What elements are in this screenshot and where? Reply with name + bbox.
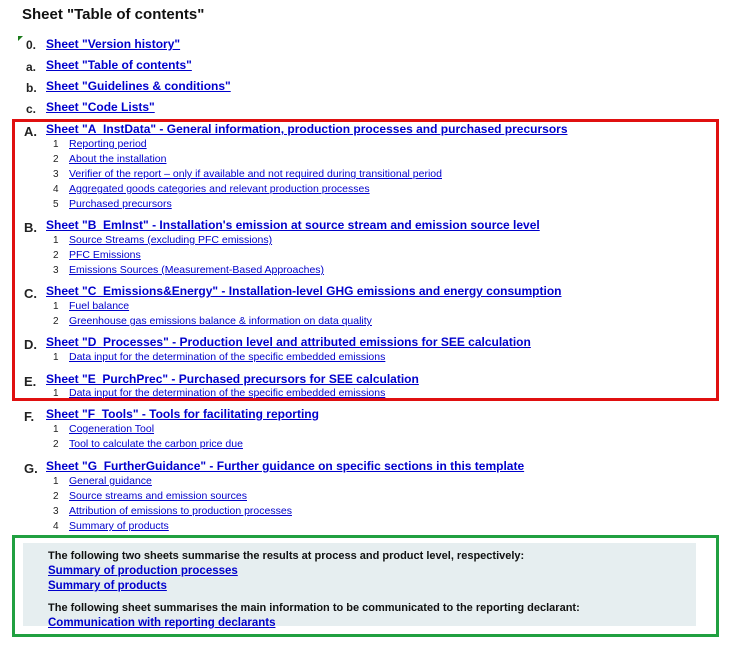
link-sheet-f-tools[interactable]: Sheet "F_Tools" - Tools for facilitating reporting <box>46 407 319 421</box>
sub-number: 3 <box>53 169 59 180</box>
link-sheet-d-processes[interactable]: Sheet "D_Processes" - Production level and attributed emissions for SEE calculation <box>46 335 531 349</box>
link-sheet-g-furtherguidance[interactable]: Sheet "G_FurtherGuidance" - Further guidance on specific sections in this template <box>46 459 525 473</box>
link-summary-products-guidance[interactable]: Summary of products <box>69 520 169 532</box>
link-d-data-input[interactable]: Data input for the determination of the specific embedded emissions <box>69 351 386 363</box>
link-code-lists[interactable]: Sheet "Code Lists" <box>46 100 155 114</box>
sub-number: 1 <box>53 139 59 150</box>
link-emissions-sources[interactable]: Emissions Sources (Measurement-Based Approaches) <box>69 264 325 276</box>
link-e-data-input[interactable]: Data input for the determination of the specific embedded emissions <box>69 387 386 399</box>
sub-number: 2 <box>53 491 59 502</box>
summary-declarant-text: The following sheet summarises the main information to be communicated to the reporting declarant: <box>48 602 580 614</box>
sub-number: 1 <box>53 388 59 399</box>
section-letter: A. <box>24 124 37 139</box>
link-general-guidance[interactable]: General guidance <box>69 475 152 487</box>
link-table-of-contents[interactable]: Sheet "Table of contents" <box>46 58 192 72</box>
link-fuel-balance[interactable]: Fuel balance <box>69 300 130 312</box>
sub-number: 3 <box>53 265 59 276</box>
link-attribution-emissions[interactable]: Attribution of emissions to production processes <box>69 505 292 517</box>
section-letter: F. <box>24 409 35 424</box>
page-title: Sheet "Table of contents" <box>22 6 205 23</box>
item-letter: c. <box>26 102 37 116</box>
sub-number: 3 <box>53 506 59 517</box>
sub-number: 2 <box>53 154 59 165</box>
section-letter: B. <box>24 220 37 235</box>
sub-number: 4 <box>53 184 59 195</box>
summary-intro-text: The following two sheets summarise the results at process and product level, respectively: <box>48 550 525 562</box>
sub-number: 1 <box>53 301 59 312</box>
link-pfc-emissions[interactable]: PFC Emissions <box>69 249 141 261</box>
link-carbon-price-tool[interactable]: Tool to calculate the carbon price due <box>69 438 243 450</box>
link-cogeneration-tool[interactable]: Cogeneration Tool <box>69 423 155 435</box>
sub-number: 2 <box>53 316 59 327</box>
sub-number: 1 <box>53 235 59 246</box>
link-guidelines-conditions[interactable]: Sheet "Guidelines & conditions" <box>46 79 231 93</box>
section-letter: G. <box>24 461 38 476</box>
sub-number: 1 <box>53 424 59 435</box>
summary-panel <box>23 543 696 629</box>
link-purchased-precursors[interactable]: Purchased precursors <box>69 198 172 210</box>
sub-number: 2 <box>53 250 59 261</box>
comment-marker-icon <box>18 36 23 41</box>
link-verifier-report[interactable]: Verifier of the report – only if available and not required during transitional period <box>69 168 442 180</box>
link-version-history[interactable]: Sheet "Version history" <box>46 37 181 51</box>
section-letter: D. <box>24 337 37 352</box>
sub-number: 1 <box>53 352 59 363</box>
sub-number: 2 <box>53 439 59 450</box>
link-summary-products[interactable]: Summary of products <box>48 580 167 592</box>
link-sheet-a-instdata[interactable]: Sheet "A_InstData" - General information, production processes and purchased precursors <box>46 122 568 136</box>
section-letter: C. <box>24 286 37 301</box>
link-about-installation[interactable]: About the installation <box>69 153 167 165</box>
link-source-streams[interactable]: Source Streams (excluding PFC emissions) <box>69 234 273 246</box>
sub-number: 5 <box>53 199 59 210</box>
item-letter: b. <box>26 81 37 95</box>
link-sheet-b-eminst[interactable]: Sheet "B_EmInst" - Installation's emission at source stream and emission source level <box>46 218 540 232</box>
summary-box-green <box>12 535 719 637</box>
link-sheet-c-emissions-energy[interactable]: Sheet "C_Emissions&Energy" - Installation-level GHG emissions and energy consumption <box>46 284 562 298</box>
link-aggregated-goods[interactable]: Aggregated goods categories and relevant production processes <box>69 183 370 195</box>
link-reporting-period[interactable]: Reporting period <box>69 138 147 150</box>
sub-number: 1 <box>53 476 59 487</box>
link-sheet-e-purchprec[interactable]: Sheet "E_PurchPrec" - Purchased precursors for SEE calculation <box>46 372 419 386</box>
section-letter: E. <box>24 374 37 389</box>
link-ghg-balance[interactable]: Greenhouse gas emissions balance & information on data quality <box>69 315 372 327</box>
link-source-streams-emission-sources[interactable]: Source streams and emission sources <box>69 490 247 502</box>
item-letter: 0. <box>26 38 37 52</box>
sub-number: 4 <box>53 521 59 532</box>
link-summary-production-processes[interactable]: Summary of production processes <box>48 565 238 577</box>
item-letter: a. <box>26 60 37 74</box>
link-communication-declarants[interactable]: Communication with reporting declarants <box>48 617 276 629</box>
